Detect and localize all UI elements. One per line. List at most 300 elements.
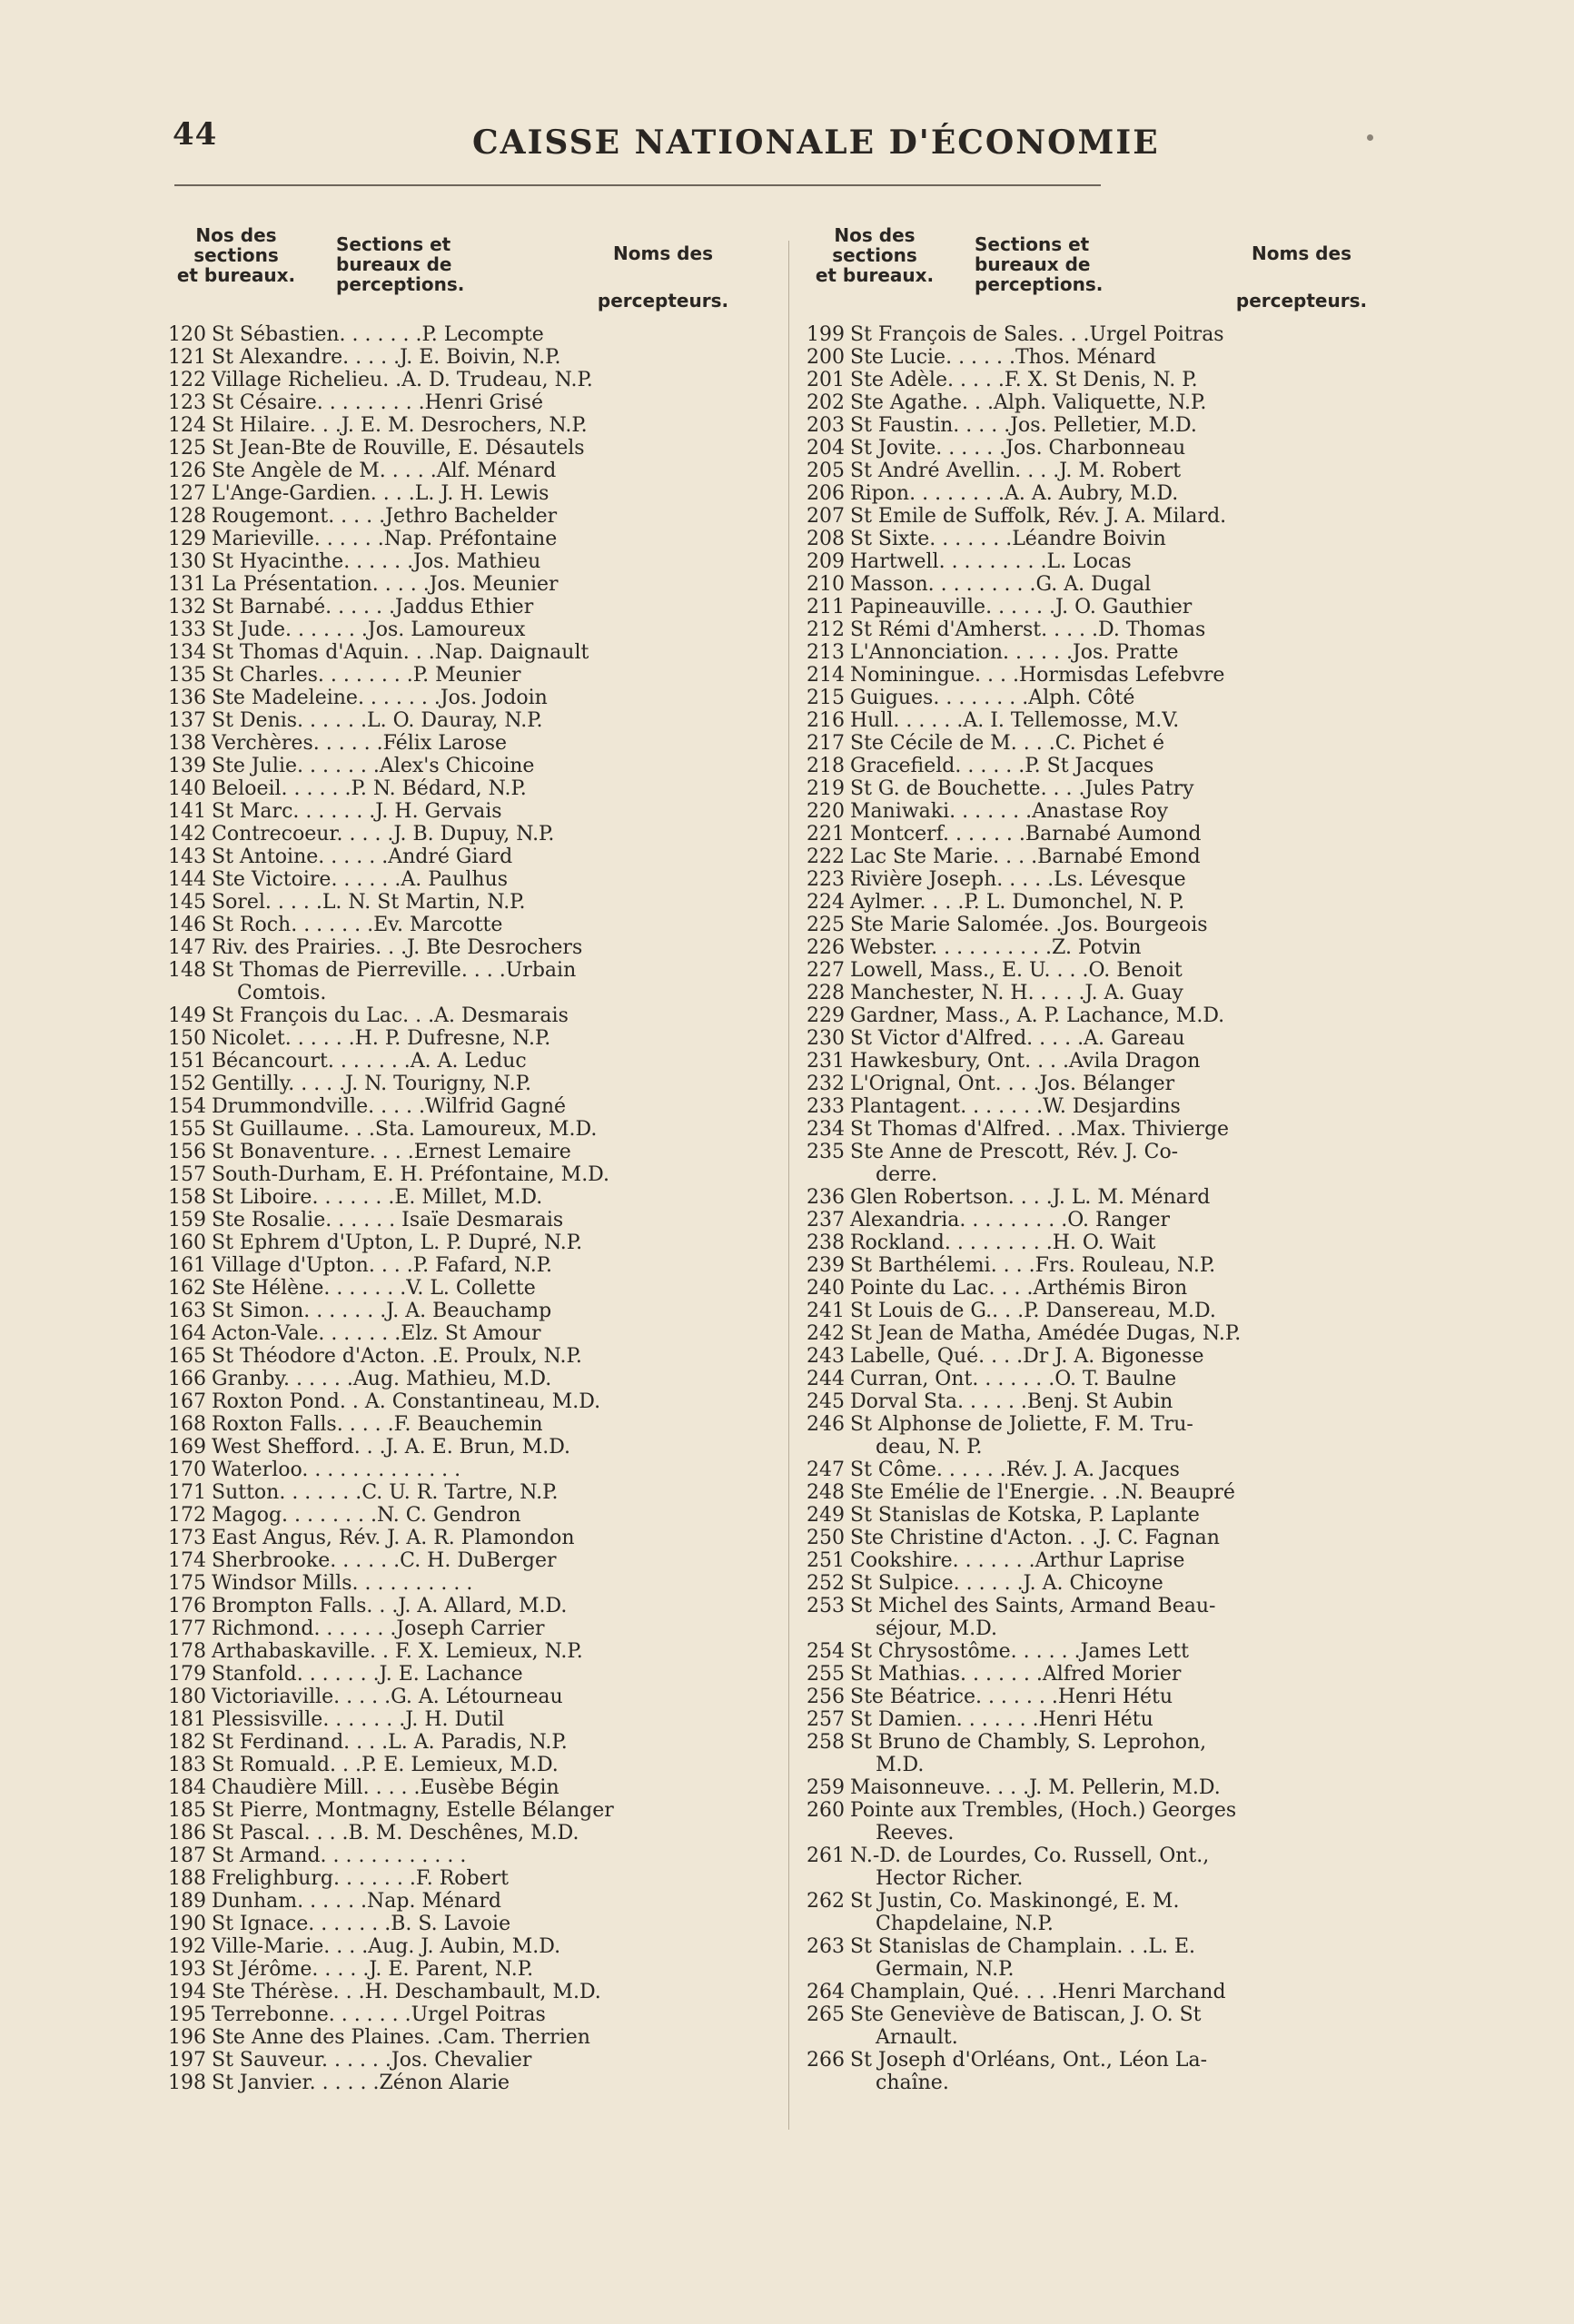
entry-text: St Jérôme. . . . .J. E. Parent, N.P. bbox=[212, 1958, 534, 1981]
entry-number: 129 bbox=[168, 528, 206, 550]
entry-number: 133 bbox=[168, 618, 206, 641]
header-numbers: Nos des sections et bureaux. bbox=[176, 224, 296, 286]
list-item bbox=[168, 369, 749, 391]
entry-text: Ste Béatrice. . . . . . .Henri Hétu bbox=[850, 1686, 1173, 1708]
entry-text: St Stanislas de Kotska, P. Laplante bbox=[850, 1504, 1200, 1527]
list-item bbox=[168, 414, 749, 437]
entry-text: Sutton. . . . . . .C. U. R. Tartre, N.P. bbox=[212, 1481, 559, 1504]
list-item bbox=[168, 1913, 749, 1935]
entry-number: 235 bbox=[807, 1141, 845, 1163]
list-item bbox=[168, 936, 749, 959]
list-item bbox=[168, 1300, 749, 1322]
entry-number: 188 bbox=[168, 1867, 206, 1890]
list-item bbox=[168, 1254, 749, 1277]
entry-number: 152 bbox=[168, 1073, 206, 1095]
entry-continuation: Arnault. bbox=[876, 2026, 958, 2049]
list-item bbox=[168, 823, 749, 846]
entry-text: Ste Angèle de M. . . . .Alf. Ménard bbox=[212, 460, 557, 482]
entry-text: Rockland. . . . . . . . .H. O. Wait bbox=[850, 1231, 1156, 1254]
entry-text: St Mathias. . . . . . .Alfred Morier bbox=[850, 1663, 1182, 1686]
list-item bbox=[168, 1231, 749, 1254]
entry-text: Granby. . . . . .Aug. Mathieu, M.D. bbox=[212, 1368, 552, 1390]
entry-text: Richmond. . . . . . .Joseph Carrier bbox=[212, 1617, 545, 1640]
entry-number: 142 bbox=[168, 823, 206, 846]
entry-text: Ste Christine d'Acton. . .J. C. Fagnan bbox=[850, 1527, 1220, 1549]
entry-number: 241 bbox=[807, 1300, 845, 1322]
entry-number: 244 bbox=[807, 1368, 845, 1390]
entry-number: 164 bbox=[168, 1322, 206, 1345]
entry-number: 187 bbox=[168, 1844, 206, 1867]
list-item bbox=[168, 1890, 749, 1913]
entry-continuation: derre. bbox=[876, 1163, 938, 1186]
list-item bbox=[807, 596, 1388, 618]
entry-text: Gardner, Mass., A. P. Lachance, M.D. bbox=[850, 1004, 1225, 1027]
entry-number: 261 bbox=[807, 1844, 845, 1867]
entry-text: Ste Emélie de l'Energie. . .N. Beaupré bbox=[850, 1481, 1235, 1504]
entry-text: Hull. . . . . .A. I. Tellemosse, M.V. bbox=[850, 709, 1180, 732]
list-item bbox=[168, 1163, 749, 1186]
entry-number: 189 bbox=[168, 1890, 206, 1913]
entry-text: Rivière Joseph. . . . .Ls. Lévesque bbox=[850, 868, 1186, 891]
list-item bbox=[168, 1413, 749, 1436]
entry-number: 181 bbox=[168, 1708, 206, 1731]
list-item bbox=[807, 1095, 1388, 1118]
entry-text: Ste Geneviève de Batiscan, J. O. St bbox=[850, 2003, 1202, 2026]
entry-text: Plantagent. . . . . . .W. Desjardins bbox=[850, 1095, 1181, 1118]
entry-text: Nicolet. . . . . .H. P. Dufresne, N.P. bbox=[212, 1027, 551, 1050]
list-item bbox=[807, 346, 1388, 369]
list-item bbox=[807, 1390, 1388, 1413]
entry-number: 130 bbox=[168, 550, 206, 573]
list-item bbox=[168, 1708, 749, 1731]
entry-number: 154 bbox=[168, 1095, 206, 1118]
entry-text: St Liboire. . . . . . .E. Millet, M.D. bbox=[212, 1186, 543, 1209]
entry-number: 219 bbox=[807, 777, 845, 800]
entry-number: 161 bbox=[168, 1254, 206, 1277]
list-item bbox=[168, 1844, 749, 1867]
entry-text: St Faustin. . . . .Jos. Pelletier, M.D. bbox=[850, 414, 1197, 437]
entry-text: Ste Anne des Plaines. .Cam. Therrien bbox=[212, 2026, 590, 2049]
entry-number: 132 bbox=[168, 596, 206, 618]
entry-continuation: chaîne. bbox=[876, 2072, 949, 2094]
entry-number: 258 bbox=[807, 1731, 845, 1754]
entry-number: 135 bbox=[168, 664, 206, 687]
entry-text: Contrecoeur. . . . .J. B. Dupuy, N.P. bbox=[212, 823, 555, 846]
list-item bbox=[807, 1799, 1388, 1844]
list-item bbox=[168, 1095, 749, 1118]
list-item bbox=[807, 1731, 1388, 1776]
entry-number: 128 bbox=[168, 505, 206, 528]
entry-text: Dorval Sta. . . . . .Benj. St Aubin bbox=[850, 1390, 1173, 1413]
entry-number: 163 bbox=[168, 1300, 206, 1322]
entry-text: West Shefford. . .J. A. E. Brun, M.D. bbox=[212, 1436, 571, 1459]
list-item bbox=[807, 1572, 1388, 1595]
entry-text: Magog. . . . . . . .N. C. Gendron bbox=[212, 1504, 521, 1527]
entry-text: Hartwell. . . . . . . . .L. Locas bbox=[850, 550, 1132, 573]
list-item bbox=[168, 1731, 749, 1754]
entry-number: 144 bbox=[168, 868, 206, 891]
entry-number: 149 bbox=[168, 1004, 206, 1027]
list-item bbox=[807, 1776, 1388, 1799]
entry-number: 159 bbox=[168, 1209, 206, 1231]
list-item bbox=[807, 1481, 1388, 1504]
list-item bbox=[807, 777, 1388, 800]
entry-number: 124 bbox=[168, 414, 206, 437]
list-item bbox=[807, 1549, 1388, 1572]
entry-text: Ste Madeleine. . . . . . .Jos. Jodoin bbox=[212, 687, 548, 709]
entry-number: 120 bbox=[168, 323, 206, 346]
entry-number: 179 bbox=[168, 1663, 206, 1686]
entry-text: St Sébastien. . . . . . .P. Lecompte bbox=[212, 323, 544, 346]
entry-text: Maisonneuve. . . .J. M. Pellerin, M.D. bbox=[850, 1776, 1221, 1799]
entry-text: St Hilaire. . .J. E. M. Desrochers, N.P. bbox=[212, 414, 588, 437]
entry-text: St Armand. . . . . . . . . . . . bbox=[212, 1844, 467, 1867]
entry-text: St Janvier. . . . . .Zénon Alarie bbox=[212, 2072, 510, 2094]
list-item bbox=[168, 1981, 749, 2003]
entry-number: 240 bbox=[807, 1277, 845, 1300]
entry-text: L'Annonciation. . . . . .Jos. Pratte bbox=[850, 641, 1179, 664]
entry-number: 246 bbox=[807, 1413, 845, 1436]
entry-text: St Alphonse de Joliette, F. M. Tru- bbox=[850, 1413, 1193, 1436]
entry-text: St Louis de G.. . .P. Dansereau, M.D. bbox=[850, 1300, 1216, 1322]
list-item bbox=[168, 1799, 749, 1822]
list-item bbox=[807, 1459, 1388, 1481]
list-item bbox=[807, 1981, 1388, 2003]
entry-text: St Joseph d'Orléans, Ont., Léon La- bbox=[850, 2049, 1208, 2072]
entry-text: Alexandria. . . . . . . . .O. Ranger bbox=[850, 1209, 1170, 1231]
entry-number: 121 bbox=[168, 346, 206, 369]
entry-text: Chaudière Mill. . . . .Eusèbe Bégin bbox=[212, 1776, 559, 1799]
entry-text: Nominingue. . . .Hormisdas Lefebvre bbox=[850, 664, 1225, 687]
entry-text: Beloeil. . . . . .P. N. Bédard, N.P. bbox=[212, 777, 527, 800]
list-item bbox=[168, 914, 749, 936]
entry-number: 145 bbox=[168, 891, 206, 914]
entry-number: 147 bbox=[168, 936, 206, 959]
entry-text: St Bruno de Chambly, S. Leprohon, bbox=[850, 1731, 1207, 1754]
list-item bbox=[168, 618, 749, 641]
entry-continuation: Comtois. bbox=[237, 982, 327, 1004]
entry-number: 176 bbox=[168, 1595, 206, 1617]
column-headers bbox=[807, 225, 1388, 323]
entry-continuation: Hector Richer. bbox=[876, 1867, 1024, 1890]
entry-text: Cookshire. . . . . . .Arthur Laprise bbox=[850, 1549, 1185, 1572]
list-item bbox=[807, 959, 1388, 982]
entry-text: St Alexandre. . . . .J. E. Boivin, N.P. bbox=[212, 346, 561, 369]
entry-number: 165 bbox=[168, 1345, 206, 1368]
entry-text: Labelle, Qué. . . .Dr J. A. Bigonesse bbox=[850, 1345, 1204, 1368]
entry-text: St Victor d'Alfred. . . . .A. Gareau bbox=[850, 1027, 1185, 1050]
entry-number: 126 bbox=[168, 460, 206, 482]
entry-text: Rougemont. . . . .Jethro Bachelder bbox=[212, 505, 558, 528]
list-item bbox=[168, 1958, 749, 1981]
entry-text: Sherbrooke. . . . . .C. H. DuBerger bbox=[212, 1549, 557, 1572]
entry-continuation: séjour, M.D. bbox=[876, 1617, 997, 1640]
entry-text: Lowell, Mass., E. U. . . .O. Benoit bbox=[850, 959, 1183, 982]
entry-number: 200 bbox=[807, 346, 845, 369]
entry-text: Stanfold. . . . . . .J. E. Lachance bbox=[212, 1663, 523, 1686]
list-item bbox=[168, 641, 749, 664]
entry-number: 251 bbox=[807, 1549, 845, 1572]
entry-number: 168 bbox=[168, 1413, 206, 1436]
entry-text: Manchester, N. H. . . . .J. A. Guay bbox=[850, 982, 1183, 1004]
entry-number: 230 bbox=[807, 1027, 845, 1050]
entry-text: Riv. des Prairies. . .J. Bte Desrochers bbox=[212, 936, 583, 959]
list-item bbox=[168, 1572, 749, 1595]
list-item bbox=[807, 528, 1388, 550]
entry-number: 250 bbox=[807, 1527, 845, 1549]
entry-text: St Thomas d'Aquin. . .Nap. Daignault bbox=[212, 641, 589, 664]
entry-number: 127 bbox=[168, 482, 206, 505]
entry-text: St Sauveur. . . . . .Jos. Chevalier bbox=[212, 2049, 532, 2072]
list-item bbox=[168, 596, 749, 618]
entry-number: 256 bbox=[807, 1686, 845, 1708]
entry-number: 169 bbox=[168, 1436, 206, 1459]
entry-number: 221 bbox=[807, 823, 845, 846]
entry-number: 184 bbox=[168, 1776, 206, 1799]
entry-text: St Chrysostôme. . . . . .James Lett bbox=[850, 1640, 1189, 1663]
entry-text: St Sixte. . . . . . .Léandre Boivin bbox=[850, 528, 1166, 550]
list-item bbox=[807, 1300, 1388, 1322]
entry-number: 160 bbox=[168, 1231, 206, 1254]
list-item bbox=[807, 369, 1388, 391]
entry-text: St Marc. . . . . . .J. H. Gervais bbox=[212, 800, 502, 823]
entry-text: St Barthélemi. . . .Frs. Rouleau, N.P. bbox=[850, 1254, 1216, 1277]
entry-text: St Bonaventure. . . .Ernest Lemaire bbox=[212, 1141, 571, 1163]
entry-text: Ste Cécile de M. . . .C. Pichet é bbox=[850, 732, 1164, 755]
entry-number: 211 bbox=[807, 596, 845, 618]
entry-text: La Présentation. . . . .Jos. Meunier bbox=[212, 573, 559, 596]
list-item bbox=[168, 1663, 749, 1686]
entry-text: Victoriaville. . . . .G. A. Létourneau bbox=[212, 1686, 563, 1708]
list-item bbox=[807, 1050, 1388, 1073]
entry-number: 162 bbox=[168, 1277, 206, 1300]
list-item bbox=[807, 868, 1388, 891]
list-item bbox=[807, 482, 1388, 505]
entry-number: 206 bbox=[807, 482, 845, 505]
entry-number: 228 bbox=[807, 982, 845, 1004]
entry-number: 254 bbox=[807, 1640, 845, 1663]
list-item bbox=[807, 732, 1388, 755]
list-item bbox=[168, 959, 749, 1004]
entry-number: 157 bbox=[168, 1163, 206, 1186]
entry-number: 180 bbox=[168, 1686, 206, 1708]
entry-text: Drummondville. . . . .Wilfrid Gagné bbox=[212, 1095, 567, 1118]
list-item bbox=[807, 687, 1388, 709]
entry-text: Acton-Vale. . . . . . .Elz. St Amour bbox=[212, 1322, 541, 1345]
entry-text: L'Orignal, Ont. . . .Jos. Bélanger bbox=[850, 1073, 1175, 1095]
entry-number: 202 bbox=[807, 391, 845, 414]
entry-number: 148 bbox=[168, 959, 206, 982]
column-headers bbox=[168, 225, 749, 323]
list-item bbox=[807, 823, 1388, 846]
list-item bbox=[807, 618, 1388, 641]
entry-text: Papineauville. . . . . .J. O. Gauthier bbox=[850, 596, 1193, 618]
list-item bbox=[807, 1027, 1388, 1050]
list-item bbox=[807, 936, 1388, 959]
entry-text: Aylmer. . . .P. L. Dumonchel, N. P. bbox=[850, 891, 1185, 914]
list-item bbox=[168, 1776, 749, 1799]
entry-text: Village Richelieu. .A. D. Trudeau, N.P. bbox=[212, 369, 593, 391]
list-item bbox=[807, 437, 1388, 460]
entry-text: St Jovite. . . . . .Jos. Charbonneau bbox=[850, 437, 1186, 460]
entry-text: Pointe aux Trembles, (Hoch.) Georges bbox=[850, 1799, 1237, 1822]
list-item bbox=[807, 1368, 1388, 1390]
list-item bbox=[807, 1277, 1388, 1300]
entry-text: St Simon. . . . . . .J. A. Beauchamp bbox=[212, 1300, 552, 1322]
ink-speck bbox=[1367, 134, 1373, 141]
list-item bbox=[807, 1073, 1388, 1095]
list-item bbox=[807, 1504, 1388, 1527]
entry-number: 196 bbox=[168, 2026, 206, 2049]
entry-text: Frelighburg. . . . . . .F. Robert bbox=[212, 1867, 509, 1890]
entry-number: 231 bbox=[807, 1050, 845, 1073]
entry-number: 139 bbox=[168, 755, 206, 777]
entry-number: 224 bbox=[807, 891, 845, 914]
list-item bbox=[168, 346, 749, 369]
list-item bbox=[168, 1345, 749, 1368]
list-item bbox=[168, 1640, 749, 1663]
list-item bbox=[168, 2072, 749, 2094]
entry-number: 208 bbox=[807, 528, 845, 550]
entry-number: 227 bbox=[807, 959, 845, 982]
right-column bbox=[807, 225, 1388, 2094]
entry-text: Glen Robertson. . . .J. L. M. Ménard bbox=[850, 1186, 1211, 1209]
list-item bbox=[807, 1118, 1388, 1141]
list-item bbox=[168, 1459, 749, 1481]
entry-text: Lac Ste Marie. . . .Barnabé Emond bbox=[850, 846, 1201, 868]
entry-text: Pointe du Lac. . . .Arthémis Biron bbox=[850, 1277, 1188, 1300]
list-item bbox=[168, 2003, 749, 2026]
entry-text: St François du Lac. . .A. Desmarais bbox=[212, 1004, 569, 1027]
list-item bbox=[807, 664, 1388, 687]
entry-number: 123 bbox=[168, 391, 206, 414]
entry-continuation: Chapdelaine, N.P. bbox=[876, 1913, 1054, 1935]
list-item bbox=[168, 1867, 749, 1890]
entry-text: Plessisville. . . . . . .J. H. Dutil bbox=[212, 1708, 505, 1731]
entry-text: L'Ange-Gardien. . . .L. J. H. Lewis bbox=[212, 482, 549, 505]
list-item bbox=[168, 891, 749, 914]
entry-text: St Jean-Bte de Rouville, E. Désautels bbox=[212, 437, 585, 460]
entry-text: Ste Hélène. . . . . . .V. L. Collette bbox=[212, 1277, 536, 1300]
list-item bbox=[168, 687, 749, 709]
entry-number: 259 bbox=[807, 1776, 845, 1799]
entry-text: N.-D. de Lourdes, Co. Russell, Ont., bbox=[850, 1844, 1210, 1867]
header-sections: Sections et bureaux de perceptions. bbox=[336, 233, 465, 295]
entry-text: Ste Adèle. . . . .F. X. St Denis, N. P. bbox=[850, 369, 1198, 391]
entry-number: 192 bbox=[168, 1935, 206, 1958]
list-item bbox=[807, 1640, 1388, 1663]
list-item bbox=[168, 1390, 749, 1413]
entry-text: Brompton Falls. . .J. A. Allard, M.D. bbox=[212, 1595, 568, 1617]
list-item bbox=[168, 846, 749, 868]
header-collectors: Noms des percepteurs. bbox=[1235, 242, 1368, 312]
entry-text: Ste Victoire. . . . . .A. Paulhus bbox=[212, 868, 509, 891]
entry-text: Ste Agathe. . .Alph. Valiquette, N.P. bbox=[850, 391, 1207, 414]
entry-text: Bécancourt. . . . . . .A. A. Leduc bbox=[212, 1050, 527, 1073]
list-item bbox=[807, 1231, 1388, 1254]
list-item bbox=[168, 573, 749, 596]
entry-text: Webster. . . . . . . . . .Z. Potvin bbox=[850, 936, 1142, 959]
entry-number: 255 bbox=[807, 1663, 845, 1686]
entry-number: 225 bbox=[807, 914, 845, 936]
entry-number: 143 bbox=[168, 846, 206, 868]
list-item bbox=[807, 1322, 1388, 1345]
entry-number: 170 bbox=[168, 1459, 206, 1481]
entry-number: 137 bbox=[168, 709, 206, 732]
list-item bbox=[807, 1663, 1388, 1686]
entry-text: St Sulpice. . . . . .J. A. Chicoyne bbox=[850, 1572, 1163, 1595]
list-item bbox=[168, 1118, 749, 1141]
entry-number: 242 bbox=[807, 1322, 845, 1345]
entry-text: Marieville. . . . . .Nap. Préfontaine bbox=[212, 528, 558, 550]
list-item bbox=[168, 1027, 749, 1050]
entry-text: St Théodore d'Acton. .E. Proulx, N.P. bbox=[212, 1345, 582, 1368]
entry-number: 213 bbox=[807, 641, 845, 664]
list-item bbox=[168, 1504, 749, 1527]
entry-number: 175 bbox=[168, 1572, 206, 1595]
entry-continuation: Reeves. bbox=[876, 1822, 955, 1844]
list-item bbox=[807, 1141, 1388, 1186]
page-title: CAISSE NATIONALE D'ÉCONOMIE bbox=[472, 124, 1160, 162]
entry-text: St Guillaume. . .Sta. Lamoureux, M.D. bbox=[212, 1118, 598, 1141]
entry-text: Ste Lucie. . . . . .Thos. Ménard bbox=[850, 346, 1156, 369]
entry-number: 198 bbox=[168, 2072, 206, 2094]
list-item bbox=[807, 460, 1388, 482]
entry-text: St Côme. . . . . .Rév. J. A. Jacques bbox=[850, 1459, 1180, 1481]
list-item bbox=[168, 437, 749, 460]
entry-number: 158 bbox=[168, 1186, 206, 1209]
list-item bbox=[168, 709, 749, 732]
entry-number: 177 bbox=[168, 1617, 206, 1640]
list-item bbox=[168, 1527, 749, 1549]
list-item bbox=[807, 1413, 1388, 1459]
list-item bbox=[168, 664, 749, 687]
entry-number: 264 bbox=[807, 1981, 845, 2003]
left-column bbox=[168, 225, 749, 2094]
list-item bbox=[807, 505, 1388, 528]
list-item bbox=[807, 1935, 1388, 1981]
list-item bbox=[807, 573, 1388, 596]
entry-number: 214 bbox=[807, 664, 845, 687]
entry-number: 171 bbox=[168, 1481, 206, 1504]
list-item bbox=[168, 1368, 749, 1390]
entry-text: St André Avellin. . . .J. M. Robert bbox=[850, 460, 1182, 482]
list-item bbox=[168, 2049, 749, 2072]
entry-text: St Barnabé. . . . . .Jaddus Ethier bbox=[212, 596, 534, 618]
entry-number: 203 bbox=[807, 414, 845, 437]
entry-text: St Damien. . . . . . .Henri Hétu bbox=[850, 1708, 1153, 1731]
header-numbers: Nos des sections et bureaux. bbox=[815, 224, 935, 286]
entry-text: St Michel des Saints, Armand Beau- bbox=[850, 1595, 1216, 1617]
entry-number: 155 bbox=[168, 1118, 206, 1141]
entry-text: St Emile de Suffolk, Rév. J. A. Milard. bbox=[850, 505, 1227, 528]
entry-text: Ste Thérèse. . .H. Deschambault, M.D. bbox=[212, 1981, 601, 2003]
entry-number: 186 bbox=[168, 1822, 206, 1844]
entry-text: Ste Marie Salomée. .Jos. Bourgeois bbox=[850, 914, 1208, 936]
list-item bbox=[807, 550, 1388, 573]
entry-number: 245 bbox=[807, 1390, 845, 1413]
entry-number: 216 bbox=[807, 709, 845, 732]
entry-text: Roxton Falls. . . . .F. Beauchemin bbox=[212, 1413, 543, 1436]
entry-text: St Césaire. . . . . . . . .Henri Grisé bbox=[212, 391, 543, 414]
entry-number: 125 bbox=[168, 437, 206, 460]
entry-text: St Roch. . . . . . .Ev. Marcotte bbox=[212, 914, 503, 936]
entry-text: St Justin, Co. Maskinongé, E. M. bbox=[850, 1890, 1180, 1913]
list-item bbox=[807, 982, 1388, 1004]
entry-text: Montcerf. . . . . . .Barnabé Aumond bbox=[850, 823, 1202, 846]
entry-number: 183 bbox=[168, 1754, 206, 1776]
entry-text: Windsor Mills. . . . . . . . . . bbox=[212, 1572, 473, 1595]
